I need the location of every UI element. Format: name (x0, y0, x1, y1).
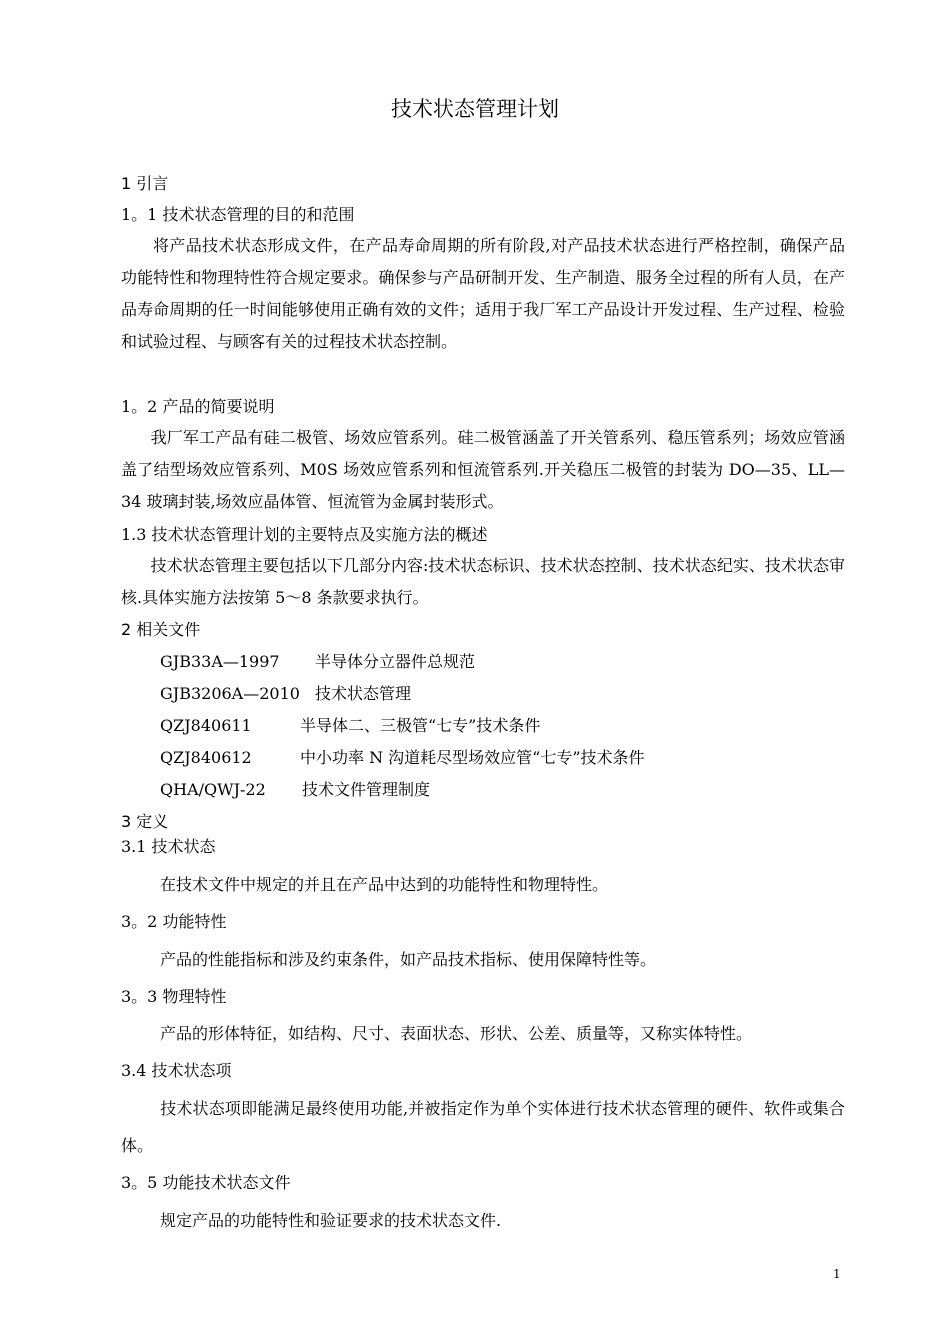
section-heading-3-2: 3。2 功能特性 (121, 912, 227, 931)
reference-code: GJB3206A—2010 (160, 684, 300, 703)
section-paragraph-1-3: 技术状态管理主要包括以下几部分内容:技术状态标识、技术状态控制、技术状态纪实、技术状态审核.具体实施方法按第 5～8 条款要求执行。 (121, 556, 845, 607)
reference-item (160, 746, 645, 770)
section-heading-1-3: 1.3 技术状态管理计划的主要特点及实施方法的概述 (121, 525, 488, 544)
reference-item (160, 778, 431, 802)
section-heading-3-3: 3。3 物理特性 (121, 987, 227, 1006)
reference-code: QZJ840611 (160, 716, 252, 735)
reference-title: 技术状态管理 (315, 684, 412, 703)
reference-item (160, 714, 541, 738)
section-paragraph-1-1: 将产品技术状态形成文件，在产品寿命周期的所有阶段,对产品技术状态进行严格控制，确保产品功能特性和物理特性符合规定要求。确保参与产品研制开发、生产制造、服务全过程的所有人员，在产品寿命周期的任一时间能够使用正确有效的文件；适用于我厂军工产品设计开发过程、生产过程、检验和试验过程、与顾客有关的过程技术状态控制。 (121, 236, 845, 351)
reference-item (160, 650, 476, 674)
section-heading-1-2: 1。2 产品的简要说明 (121, 397, 275, 416)
definition-text-3-1: 在技术文件中规定的并且在产品中达到的功能特性和物理特性。 (160, 875, 609, 894)
section-heading-3-4: 3.4 技术状态项 (121, 1061, 232, 1080)
reference-code: GJB33A—1997 (160, 652, 280, 671)
definition-text-3-2: 产品的性能指标和涉及约束条件，如产品技术指标、使用保障特性等。 (160, 950, 657, 969)
reference-title: 半导体分立器件总规范 (315, 652, 476, 671)
section-heading-3-5: 3。5 功能技术状态文件 (121, 1173, 291, 1192)
document-title: 技术状态管理计划 (391, 97, 559, 121)
definition-text-3-4: 技术状态项即能满足最终使用功能,并被指定作为单个实体进行技术状态管理的硬件、软件或集合体。 (121, 1099, 845, 1155)
section-heading-2: 2 相关文件 (121, 620, 201, 639)
section-heading-3: 3 定义 (121, 812, 169, 831)
definition-text-3-5: 规定产品的功能特性和验证要求的技术状态文件. (160, 1211, 502, 1230)
reference-title: 技术文件管理制度 (302, 780, 431, 799)
section-heading-1: 1 引言 (121, 174, 169, 193)
page-number: 1 (833, 1267, 841, 1281)
reference-title: 半导体二、三极管“七专”技术条件 (300, 716, 541, 735)
reference-code: QHA/QWJ-22 (160, 780, 266, 799)
reference-title: 中小功率 N 沟道耗尽型场效应管“七专”技术条件 (300, 748, 645, 767)
section-heading-3-1: 3.1 技术状态 (121, 837, 216, 856)
reference-code: QZJ840612 (160, 748, 252, 767)
definition-text-3-3: 产品的形体特征，如结构、尺寸、表面状态、形状、公差、质量等，又称实体特性。 (160, 1024, 753, 1043)
reference-item (160, 682, 412, 706)
section-heading-1-1: 1。1 技术状态管理的目的和范围 (121, 205, 355, 224)
section-paragraph-1-2: 我厂军工产品有硅二极管、场效应管系列。硅二极管涵盖了开关管系列、稳压管系列；场效应管涵盖了结型场效应管系列、M0S 场效应管系列和恒流管系列.开关稳压二极管的封装为 DO—35、LL—34 玻璃封装,场效应晶体管、恒流管为金属封装形式。 (121, 428, 845, 511)
